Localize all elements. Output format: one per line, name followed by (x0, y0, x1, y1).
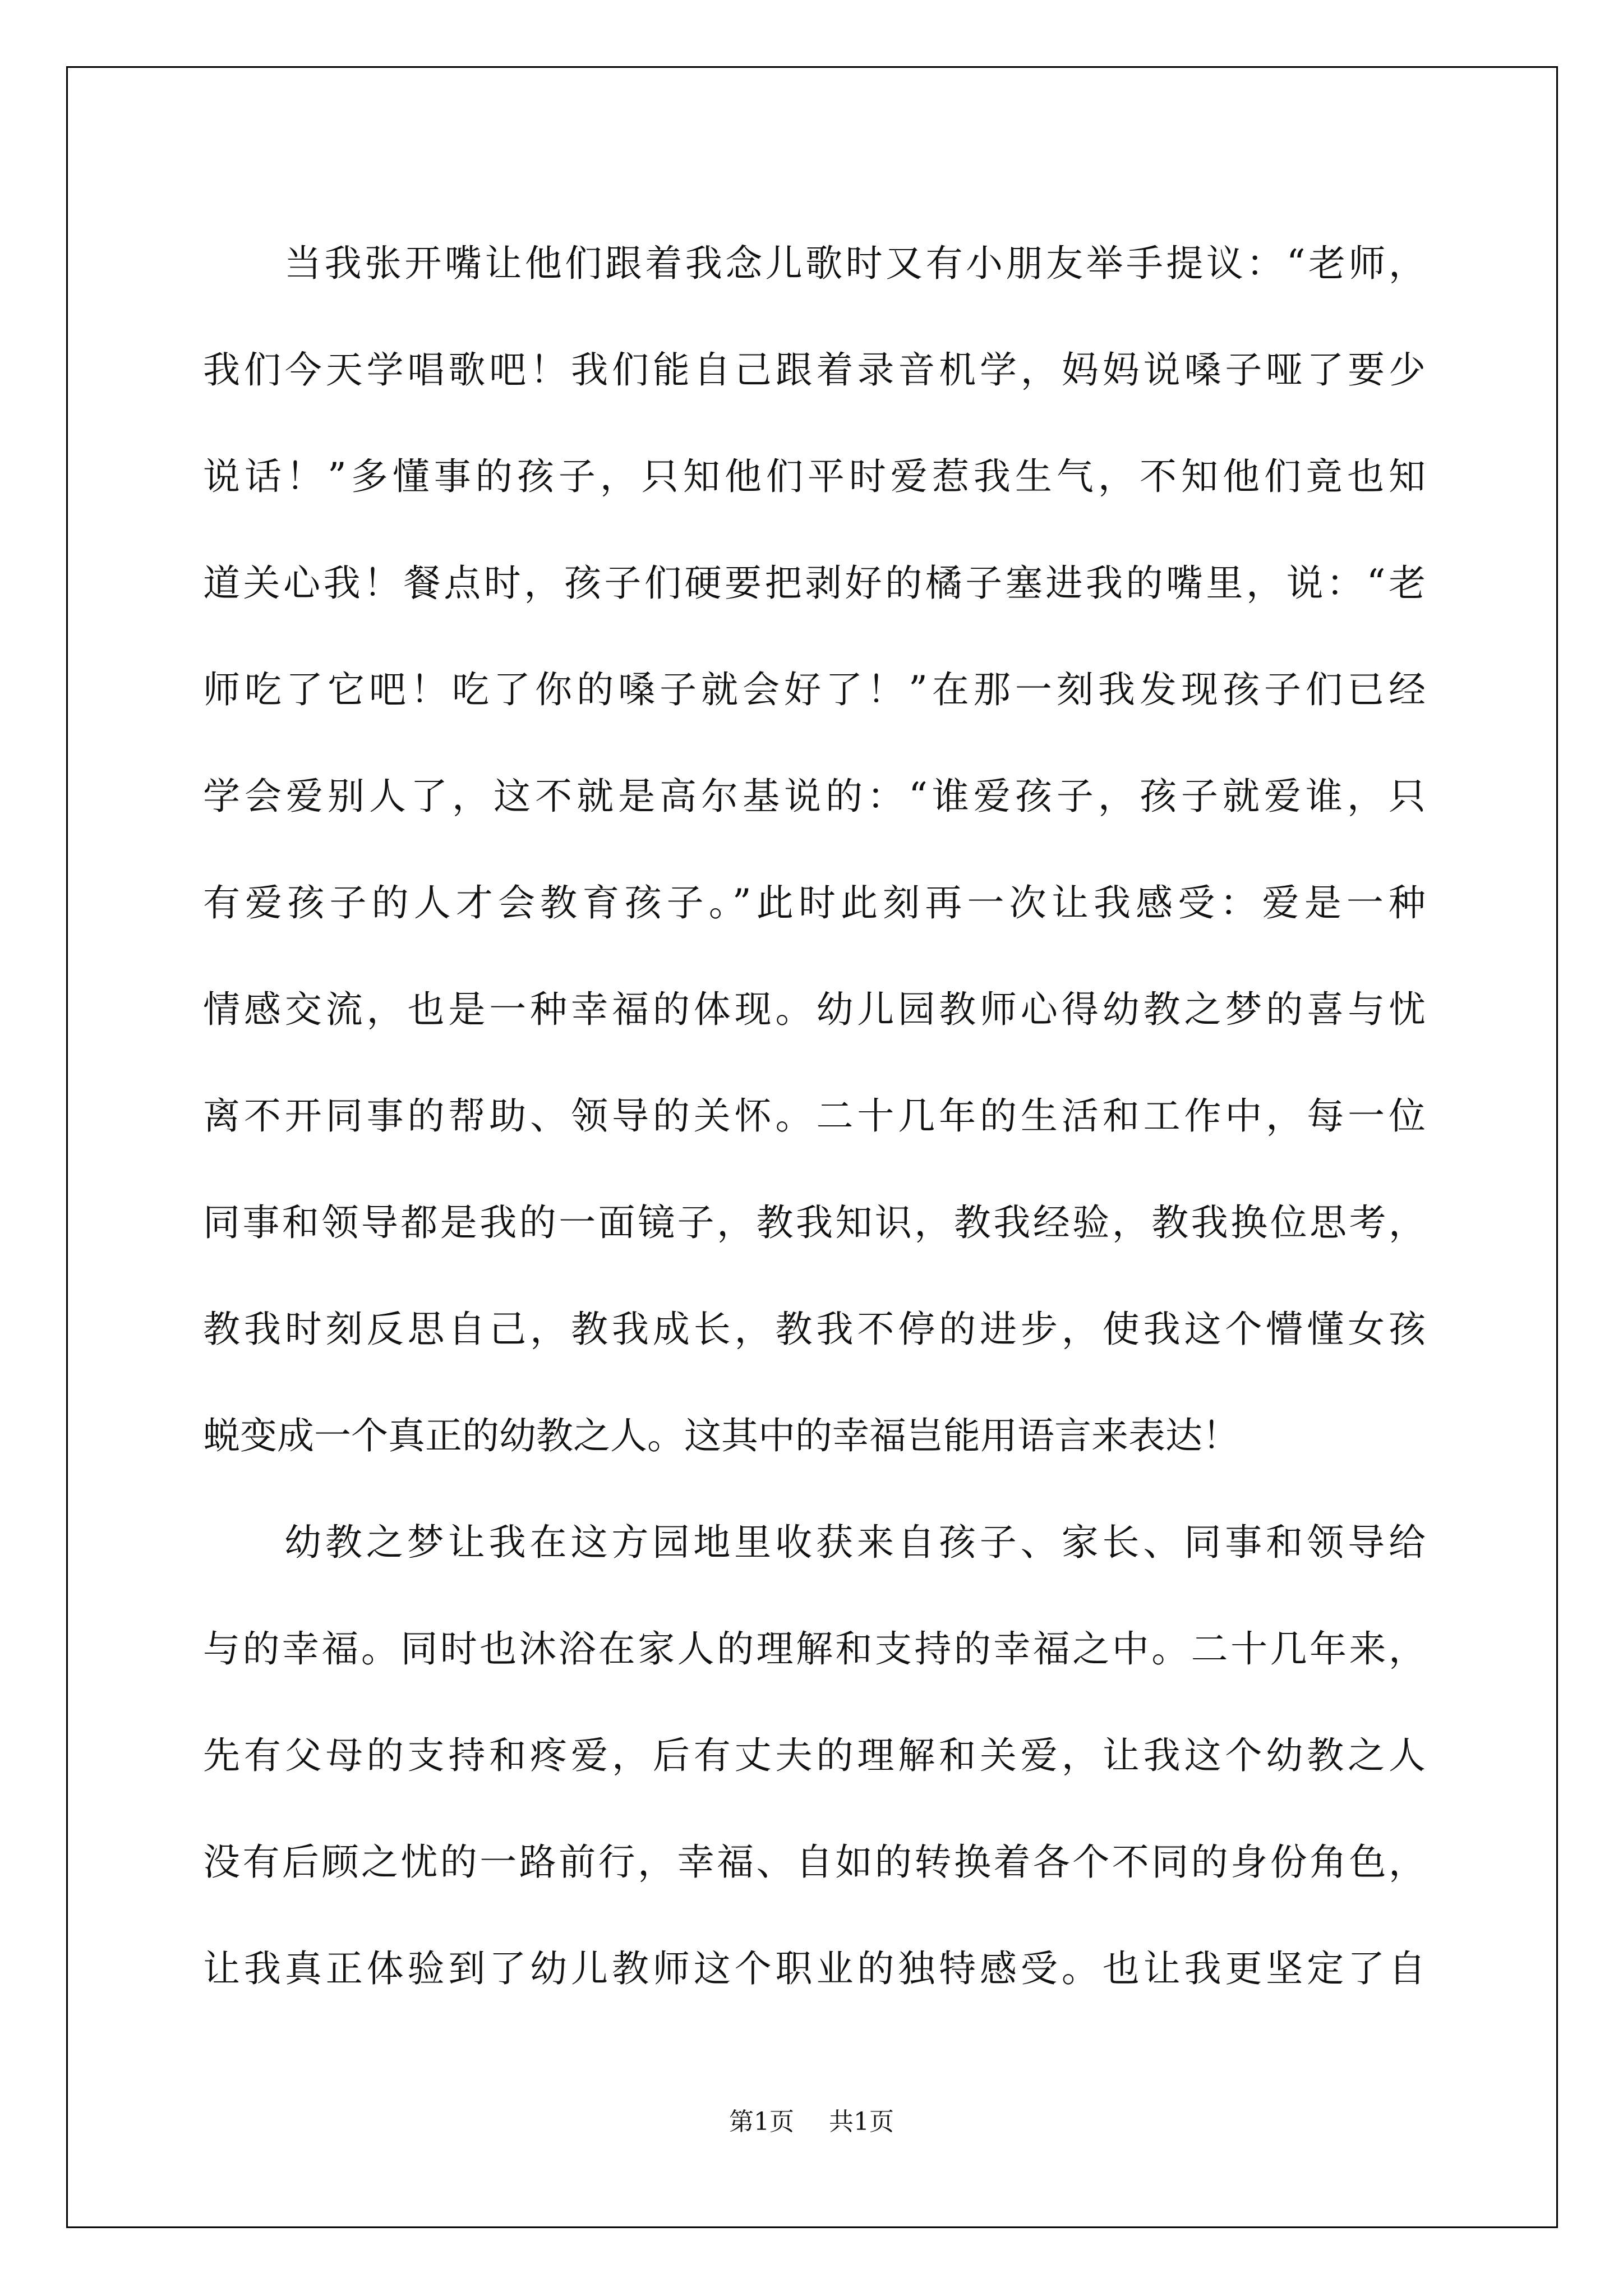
paragraph-1-line-11: 教我时刻反思自己，教我成长，教我不停的进步，使我这个懵懂女孩 (203, 1308, 1426, 1351)
paragraph-1-line-5: 师吃了它吧！吃了你的嗓子就会好了！”在那一刻我发现孩子们已经 (203, 668, 1426, 711)
paragraph-1-line-6: 学会爱别人了，这不就是高尔基说的：“谁爱孩子，孩子就爱谁，只 (203, 775, 1426, 818)
page-number-current: 第1页 (729, 2108, 794, 2136)
paragraph-1-line-2: 我们今天学唱歌吧！我们能自己跟着录音机学，妈妈说嗓子哑了要少 (203, 348, 1426, 392)
paragraph-1-line-3: 说话！”多懂事的孩子，只知他们平时爱惹我生气，不知他们竟也知 (203, 455, 1426, 498)
paragraph-2-line-3: 先有父母的支持和疼爱，后有丈夫的理解和关爱，让我这个幼教之人 (203, 1734, 1426, 1777)
paragraph-1-line-8: 情感交流，也是一种幸福的体现。幼儿园教师心得幼教之梦的喜与忧 (203, 988, 1426, 1031)
page-footer (0, 2101, 1623, 2137)
paragraph-2-line-1: 幼教之梦让我在这方园地里收获来自孩子、家长、同事和领导给 (284, 1521, 1426, 1564)
paragraph-1-line-7: 有爱孩子的人才会教育孩子。”此时此刻再一次让我感受：爱是一种 (203, 881, 1426, 924)
document-body (203, 210, 1426, 2022)
paragraph-1-line-9: 离不开同事的帮助、领导的关怀。二十几年的生活和工作中，每一位 (203, 1094, 1426, 1138)
paragraph-1-line-12: 蜕变成一个真正的幼教之人。这其中的幸福岂能用语言来表达！ (203, 1414, 1239, 1457)
paragraph-1-line-4: 道关心我！餐点时，孩子们硬要把剥好的橘子塞进我的嘴里，说：“老 (203, 562, 1426, 605)
paragraph-1-line-10: 同事和领导都是我的一面镜子，教我知识，教我经验，教我换位思考， (203, 1201, 1426, 1244)
paragraph-1-line-1: 当我张开嘴让他们跟着我念儿歌时又有小朋友举手提议：“老师， (284, 242, 1426, 285)
paragraph-2-line-4: 没有后顾之忧的一路前行，幸福、自如的转换着各个不同的身份角色， (203, 1841, 1426, 1884)
page-number-total: 共1页 (829, 2108, 894, 2136)
paragraph-2-line-2: 与的幸福。同时也沐浴在家人的理解和支持的幸福之中。二十几年来， (203, 1627, 1426, 1671)
paragraph-2-line-5: 让我真正体验到了幼儿教师这个职业的独特感受。也让我更坚定了自 (203, 1947, 1426, 1990)
